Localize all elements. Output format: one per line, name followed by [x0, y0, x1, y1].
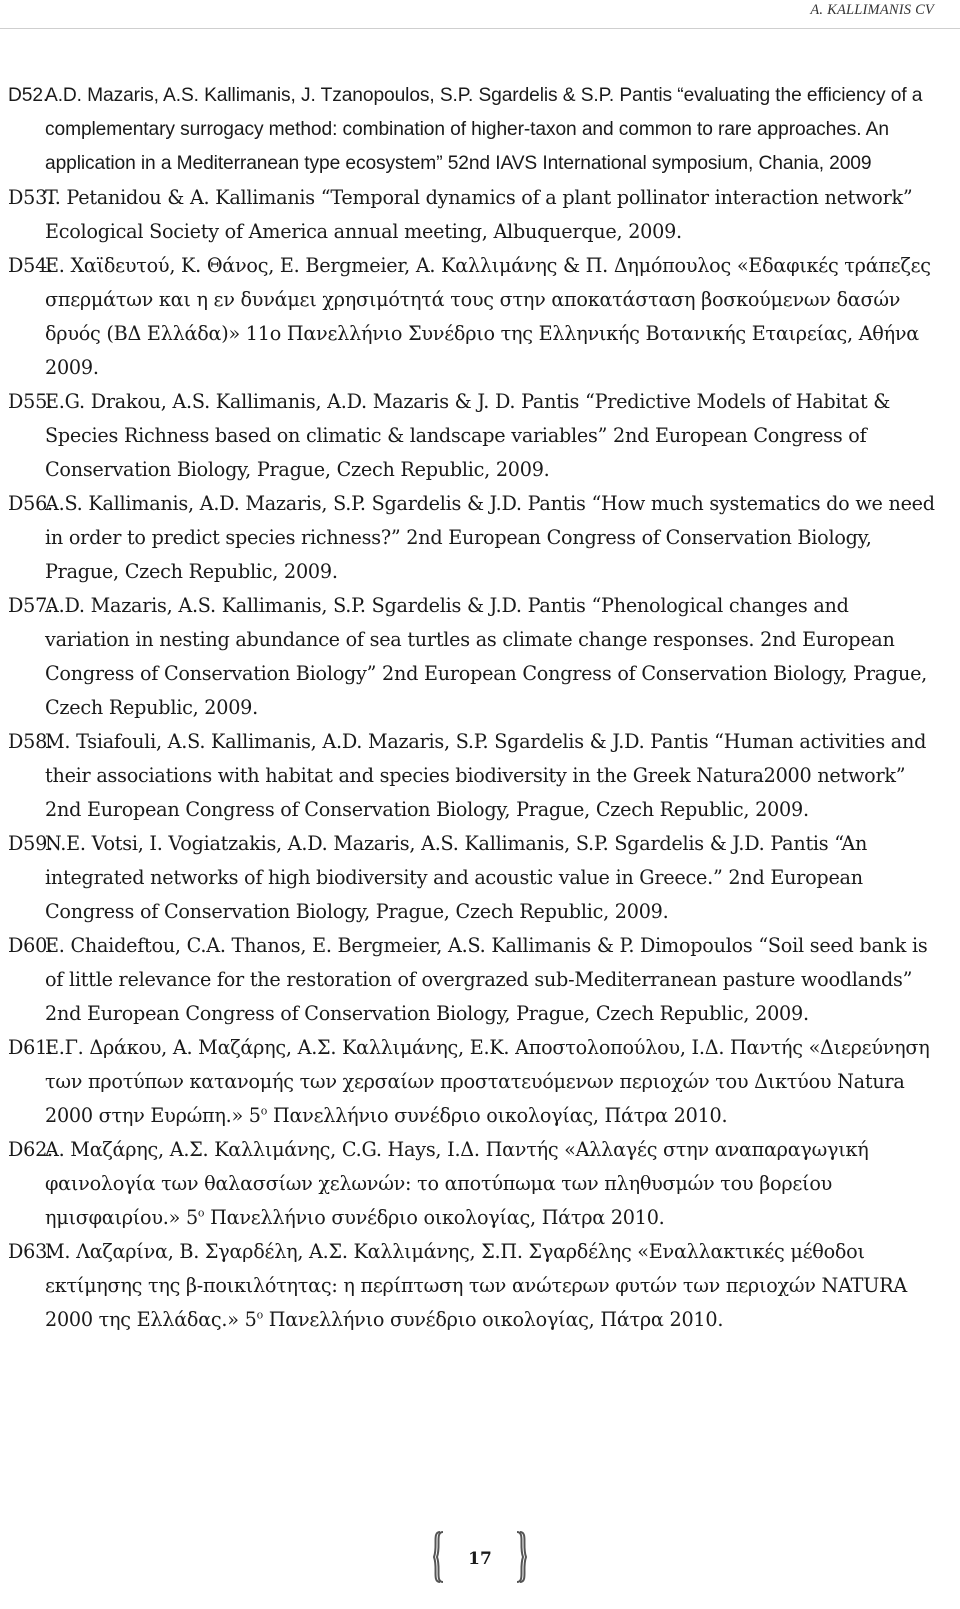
entry-number: D56. — [8, 492, 53, 515]
entry-number: D62. — [8, 1138, 53, 1161]
publication-list — [8, 79, 938, 1337]
publication-entry — [8, 1133, 938, 1235]
entry-text: A.S. Kallimanis, A.D. Mazaris, S.P. Sgardelis & J.D. Pantis “How much systematics do we need in order to predict species richness?” 2nd European Congress of Conservation Biology, Prague, Czech Republic, 2009. — [45, 492, 935, 583]
entry-text-after-sup: Πανελλήνιο συνέδριο οικολογίας, Πάτρα 2010. — [204, 1206, 665, 1229]
publication-entry — [8, 249, 938, 385]
publication-entry — [8, 79, 938, 181]
page-number: 17 — [468, 1549, 492, 1569]
entry-text: E. Chaideftou, C.A. Thanos, E. Bergmeier, A.S. Kallimanis & P. Dimopoulos “Soil seed bank is of little relevance for the restoration of overgrazed sub-Mediterranean pasture woodlands” 2nd European Congress of Conservation Biology, Prague, Czech Republic, 2009. — [45, 934, 928, 1025]
entry-number: D61. — [8, 1036, 53, 1059]
publication-entry — [8, 589, 938, 725]
entry-text-after-sup: Πανελλήνιο συνέδριο οικολογίας, Πάτρα 2010. — [267, 1104, 728, 1127]
entry-number: D59. — [8, 832, 53, 855]
ordinal-superscript: ο — [260, 1104, 268, 1118]
ordinal-superscript: ο — [197, 1206, 205, 1220]
publication-entry — [8, 929, 938, 1031]
publication-entry — [8, 1031, 938, 1133]
page-number-brackets — [430, 1528, 530, 1586]
entry-number: D58. — [8, 730, 53, 753]
entry-text: A.D. Mazaris, A.S. Kallimanis, J. Tzanopoulos, S.P. Sgardelis & S.P. Pantis “evaluating the efficiency of a complementary surrogacy method: combination of higher-taxon and common to rare approaches. An application in a Mediterranean type ecosystem” 52nd IAVS International symposium, Chania, 2009 — [45, 85, 923, 174]
page-footer — [0, 1527, 960, 1587]
publication-entry — [8, 487, 938, 589]
header-rule — [0, 28, 960, 29]
entry-text: M. Tsiafouli, A.S. Kallimanis, A.D. Mazaris, S.P. Sgardelis & J.D. Pantis “Human activities and their associations with habitat and species biodiversity in the Greek Natura2000 network” 2nd European Congress of Conservation Biology, Prague, Czech Republic, 2009. — [45, 730, 927, 821]
entry-number: D60. — [8, 934, 53, 957]
entry-number: D52. — [8, 85, 49, 106]
publication-entry — [8, 385, 938, 487]
entry-text: E.G. Drakou, A.S. Kallimanis, A.D. Mazaris & J. D. Pantis “Predictive Models of Habitat & Species Richness based on climatic & landscape variables” 2nd European Congress of Conservation Biology, Prague, Czech Republic, 2009. — [45, 390, 891, 481]
entry-number: D53. — [8, 186, 53, 209]
entry-number: D63. — [8, 1240, 53, 1263]
entry-number: D55. — [8, 390, 53, 413]
entry-text: T. Petanidou & A. Kallimanis “Temporal dynamics of a plant pollinator interaction network” Ecological Society of America annual meeting, Albuquerque, 2009. — [45, 186, 913, 243]
entry-text: E. Χαϊδευτού, Κ. Θάνος, E. Bergmeier, A. Καλλιμάνης & Π. Δημόπουλος «Εδαφικές τράπεζες σπερμάτων και η εν δυνάμει χρησιμότητά τους στην αποκατάσταση βοσκούμενων δασών δρυός (ΒΔ Ελλάδα)» 11ο Πανελλήνιο Συνέδριο της Ελληνικής Βοτανικής Εταιρείας, Αθήνα 2009. — [45, 254, 931, 379]
running-header: A. KALLIMANIS CV — [810, 2, 934, 18]
publication-entry — [8, 181, 938, 249]
entry-text — [45, 1133, 938, 1235]
entry-text-before-sup: A. Μαζάρης, A.Σ. Καλλιμάνης, C.G. Hays, I.Δ. Παντής «Αλλαγές στην αναπαραγωγική φαινολογία των θαλασσίων χελωνών: το αποτύπωμα των πληθυσμών του βορείου ημισφαιρίου.» 5 — [45, 1138, 869, 1229]
entry-text — [45, 1235, 938, 1337]
entry-number: D57. — [8, 594, 53, 617]
entry-text: N.E. Votsi, I. Vogiatzakis, A.D. Mazaris, A.S. Kallimanis, S.P. Sgardelis & J.D. Pantis “An integrated networks of high biodiversity and acoustic value in Greece.” 2nd European Congress of Conservation Biology, Prague, Czech Republic, 2009. — [45, 832, 868, 923]
entry-text-after-sup: Πανελλήνιο συνέδριο οικολογίας, Πάτρα 2010. — [262, 1308, 724, 1331]
entry-number: D54. — [8, 254, 53, 277]
ordinal-superscript: ο — [256, 1308, 263, 1322]
entry-text: A.D. Mazaris, A.S. Kallimanis, S.P. Sgardelis & J.D. Pantis “Phenological changes and variation in nesting abundance of sea turtles as climate change responses. 2nd European Congress of Conservation Biology” 2nd European Congress of Conservation Biology, Prague, Czech Republic, 2009. — [45, 594, 928, 719]
publication-entry — [8, 827, 938, 929]
publication-entry — [8, 1235, 938, 1337]
publication-entry — [8, 725, 938, 827]
entry-text — [45, 1031, 938, 1133]
entry-text-before-sup: M. Λαζαρίνα, B. Σγαρδέλη, A.Σ. Καλλιμάνης, Σ.Π. Σγαρδέλης «Εναλλακτικές μέθοδοι εκτίμησης της β-ποικιλότητας: η περίπτωση των ανώτερων φυτών των περιοχών NATURA 2000 της Ελλάδας.» 5 — [45, 1240, 907, 1331]
entry-text-before-sup: E.Γ. Δράκου, A. Μαζάρης, A.Σ. Καλλιμάνης, E.K. Αποστολοπούλου, I.Δ. Παντής «Διερεύνηση των προτύπων κατανομής των χερσαίων προστατευόμενων περιοχών του Δικτύου Natura 2000 στην Ευρώπη.» 5 — [45, 1036, 930, 1127]
